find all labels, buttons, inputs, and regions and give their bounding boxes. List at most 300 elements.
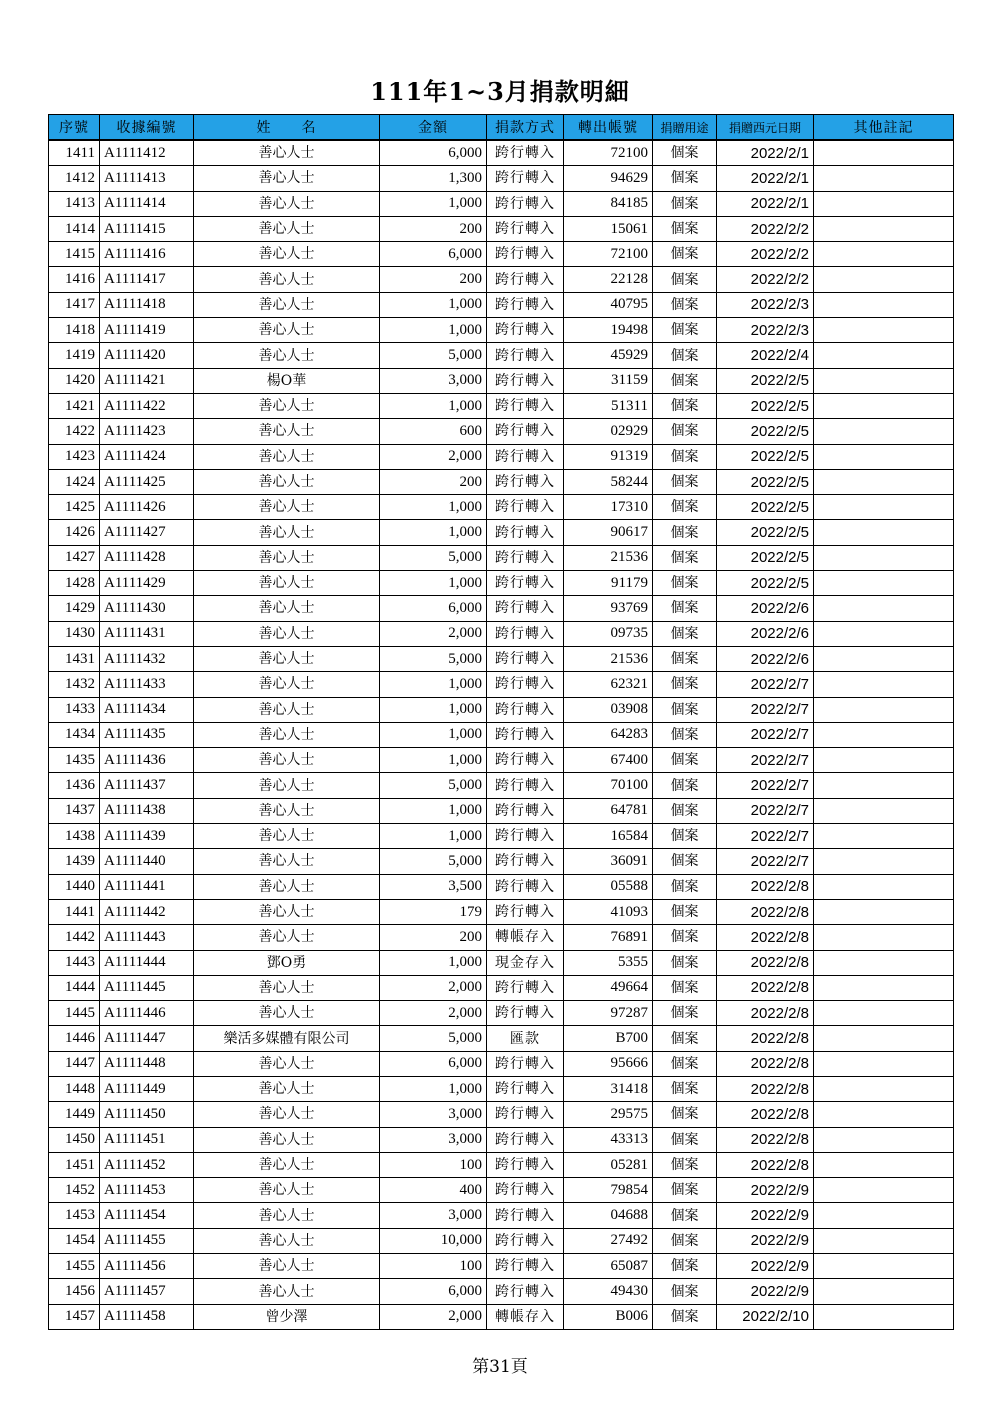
cell-amount: 200 xyxy=(380,925,487,950)
table-row xyxy=(49,1127,954,1152)
table-row xyxy=(49,950,954,975)
cell-notes xyxy=(814,899,954,924)
cell-receipt-no: A1111458 xyxy=(100,1304,194,1329)
cell-notes xyxy=(814,1304,954,1329)
table-row xyxy=(49,1228,954,1253)
cell-purpose: 個案 xyxy=(653,216,717,241)
cell-name: 善心人士 xyxy=(194,1203,380,1228)
table-row xyxy=(49,975,954,1000)
cell-amount: 1,000 xyxy=(380,672,487,697)
cell-receipt-no: A1111421 xyxy=(100,368,194,393)
table-row xyxy=(49,571,954,596)
cell-method: 現金存入 xyxy=(487,950,564,975)
cell-date: 2022/2/7 xyxy=(717,773,814,798)
cell-account: 76891 xyxy=(564,925,653,950)
cell-account: 5355 xyxy=(564,950,653,975)
cell-account: 05588 xyxy=(564,874,653,899)
cell-method: 跨行轉入 xyxy=(487,773,564,798)
cell-seq: 1432 xyxy=(49,672,100,697)
cell-receipt-no: A1111417 xyxy=(100,267,194,292)
cell-account: 51311 xyxy=(564,393,653,418)
cell-method: 跨行轉入 xyxy=(487,393,564,418)
cell-purpose: 個案 xyxy=(653,571,717,596)
cell-date: 2022/2/9 xyxy=(717,1279,814,1304)
cell-amount: 1,000 xyxy=(380,292,487,317)
cell-notes xyxy=(814,469,954,494)
cell-name: 善心人士 xyxy=(194,520,380,545)
cell-method: 跨行轉入 xyxy=(487,1001,564,1026)
table-row xyxy=(49,444,954,469)
cell-name: 善心人士 xyxy=(194,1254,380,1279)
cell-receipt-no: A1111420 xyxy=(100,343,194,368)
cell-name: 善心人士 xyxy=(194,292,380,317)
cell-amount: 1,000 xyxy=(380,1076,487,1101)
cell-purpose: 個案 xyxy=(653,343,717,368)
table-row xyxy=(49,1279,954,1304)
cell-receipt-no: A1111456 xyxy=(100,1254,194,1279)
table-row xyxy=(49,520,954,545)
cell-purpose: 個案 xyxy=(653,672,717,697)
cell-account: 02929 xyxy=(564,419,653,444)
cell-seq: 1454 xyxy=(49,1228,100,1253)
cell-name: 善心人士 xyxy=(194,419,380,444)
cell-name: 善心人士 xyxy=(194,646,380,671)
cell-notes xyxy=(814,292,954,317)
cell-account: 15061 xyxy=(564,216,653,241)
cell-date: 2022/2/5 xyxy=(717,393,814,418)
cell-account: 31418 xyxy=(564,1076,653,1101)
cell-seq: 1414 xyxy=(49,216,100,241)
cell-receipt-no: A1111457 xyxy=(100,1279,194,1304)
cell-notes xyxy=(814,1279,954,1304)
table-header-row xyxy=(49,115,954,141)
cell-amount: 179 xyxy=(380,899,487,924)
cell-purpose: 個案 xyxy=(653,596,717,621)
cell-name: 善心人士 xyxy=(194,1152,380,1177)
cell-method: 跨行轉入 xyxy=(487,545,564,570)
cell-method: 跨行轉入 xyxy=(487,874,564,899)
cell-receipt-no: A1111445 xyxy=(100,975,194,1000)
cell-date: 2022/2/7 xyxy=(717,722,814,747)
table-row xyxy=(49,1152,954,1177)
table-row xyxy=(49,672,954,697)
table-row xyxy=(49,1051,954,1076)
cell-receipt-no: A1111440 xyxy=(100,849,194,874)
table-row xyxy=(49,1203,954,1228)
cell-receipt-no: A1111414 xyxy=(100,191,194,216)
cell-receipt-no: A1111413 xyxy=(100,166,194,191)
cell-account: 21536 xyxy=(564,545,653,570)
cell-purpose: 個案 xyxy=(653,874,717,899)
cell-date: 2022/2/7 xyxy=(717,824,814,849)
cell-notes xyxy=(814,596,954,621)
cell-seq: 1416 xyxy=(49,267,100,292)
cell-account: 49664 xyxy=(564,975,653,1000)
table-row xyxy=(49,773,954,798)
cell-name: 善心人士 xyxy=(194,495,380,520)
cell-seq: 1424 xyxy=(49,469,100,494)
cell-notes xyxy=(814,419,954,444)
cell-purpose: 個案 xyxy=(653,495,717,520)
cell-name: 善心人士 xyxy=(194,697,380,722)
cell-seq: 1446 xyxy=(49,1026,100,1051)
cell-receipt-no: A1111429 xyxy=(100,571,194,596)
cell-name: 善心人士 xyxy=(194,267,380,292)
cell-date: 2022/2/8 xyxy=(717,1127,814,1152)
cell-amount: 2,000 xyxy=(380,621,487,646)
header-amount: 金額 xyxy=(380,115,487,141)
cell-name: 善心人士 xyxy=(194,824,380,849)
cell-name: 善心人士 xyxy=(194,621,380,646)
cell-method: 跨行轉入 xyxy=(487,242,564,267)
cell-account: 22128 xyxy=(564,267,653,292)
cell-amount: 200 xyxy=(380,267,487,292)
table-row xyxy=(49,1026,954,1051)
cell-amount: 2,000 xyxy=(380,1001,487,1026)
cell-notes xyxy=(814,697,954,722)
cell-amount: 2,000 xyxy=(380,975,487,1000)
cell-account: 93769 xyxy=(564,596,653,621)
cell-amount: 1,000 xyxy=(380,191,487,216)
cell-amount: 3,000 xyxy=(380,1102,487,1127)
cell-account: 97287 xyxy=(564,1001,653,1026)
cell-seq: 1442 xyxy=(49,925,100,950)
cell-date: 2022/2/2 xyxy=(717,267,814,292)
table-row xyxy=(49,646,954,671)
cell-seq: 1429 xyxy=(49,596,100,621)
cell-seq: 1449 xyxy=(49,1102,100,1127)
cell-account: 62321 xyxy=(564,672,653,697)
cell-account: 17310 xyxy=(564,495,653,520)
cell-account: 64283 xyxy=(564,722,653,747)
cell-name: 善心人士 xyxy=(194,1051,380,1076)
cell-name: 善心人士 xyxy=(194,925,380,950)
cell-notes xyxy=(814,950,954,975)
cell-account: 49430 xyxy=(564,1279,653,1304)
cell-method: 跨行轉入 xyxy=(487,722,564,747)
cell-method: 跨行轉入 xyxy=(487,1051,564,1076)
cell-receipt-no: A1111423 xyxy=(100,419,194,444)
cell-receipt-no: A1111455 xyxy=(100,1228,194,1253)
cell-amount: 5,000 xyxy=(380,545,487,570)
cell-notes xyxy=(814,925,954,950)
cell-notes xyxy=(814,545,954,570)
cell-name: 善心人士 xyxy=(194,242,380,267)
table-row xyxy=(49,343,954,368)
cell-account: 65087 xyxy=(564,1254,653,1279)
table-row xyxy=(49,1001,954,1026)
cell-account: 19498 xyxy=(564,318,653,343)
cell-notes xyxy=(814,242,954,267)
cell-purpose: 個案 xyxy=(653,393,717,418)
table-row xyxy=(49,874,954,899)
cell-notes xyxy=(814,571,954,596)
cell-notes xyxy=(814,1203,954,1228)
cell-date: 2022/2/5 xyxy=(717,469,814,494)
cell-name: 善心人士 xyxy=(194,1178,380,1203)
cell-amount: 6,000 xyxy=(380,1051,487,1076)
cell-name: 善心人士 xyxy=(194,849,380,874)
cell-notes xyxy=(814,166,954,191)
cell-purpose: 個案 xyxy=(653,1026,717,1051)
cell-notes xyxy=(814,1026,954,1051)
cell-method: 跨行轉入 xyxy=(487,899,564,924)
cell-notes xyxy=(814,191,954,216)
table-row xyxy=(49,1076,954,1101)
table-row xyxy=(49,697,954,722)
cell-account: 84185 xyxy=(564,191,653,216)
cell-seq: 1434 xyxy=(49,722,100,747)
cell-date: 2022/2/3 xyxy=(717,292,814,317)
cell-seq: 1425 xyxy=(49,495,100,520)
cell-name: 善心人士 xyxy=(194,545,380,570)
cell-date: 2022/2/6 xyxy=(717,596,814,621)
cell-receipt-no: A1111452 xyxy=(100,1152,194,1177)
cell-method: 跨行轉入 xyxy=(487,368,564,393)
cell-amount: 400 xyxy=(380,1178,487,1203)
cell-seq: 1453 xyxy=(49,1203,100,1228)
cell-account: 90617 xyxy=(564,520,653,545)
table-row xyxy=(49,1304,954,1329)
cell-amount: 200 xyxy=(380,216,487,241)
header-seq: 序號 xyxy=(49,115,100,141)
table-row xyxy=(49,242,954,267)
cell-purpose: 個案 xyxy=(653,975,717,1000)
cell-name: 善心人士 xyxy=(194,798,380,823)
cell-amount: 1,000 xyxy=(380,495,487,520)
cell-method: 跨行轉入 xyxy=(487,216,564,241)
cell-purpose: 個案 xyxy=(653,242,717,267)
cell-name: 善心人士 xyxy=(194,722,380,747)
cell-date: 2022/2/6 xyxy=(717,621,814,646)
cell-notes xyxy=(814,140,954,166)
table-row xyxy=(49,318,954,343)
cell-account: 72100 xyxy=(564,140,653,166)
cell-date: 2022/2/9 xyxy=(717,1178,814,1203)
cell-date: 2022/2/2 xyxy=(717,242,814,267)
cell-account: B006 xyxy=(564,1304,653,1329)
cell-name: 善心人士 xyxy=(194,596,380,621)
cell-account: 27492 xyxy=(564,1228,653,1253)
cell-date: 2022/2/5 xyxy=(717,520,814,545)
cell-method: 跨行轉入 xyxy=(487,1102,564,1127)
cell-date: 2022/2/1 xyxy=(717,166,814,191)
cell-date: 2022/2/7 xyxy=(717,697,814,722)
cell-receipt-no: A1111444 xyxy=(100,950,194,975)
cell-receipt-no: A1111439 xyxy=(100,824,194,849)
cell-seq: 1423 xyxy=(49,444,100,469)
cell-purpose: 個案 xyxy=(653,773,717,798)
cell-seq: 1436 xyxy=(49,773,100,798)
cell-seq: 1450 xyxy=(49,1127,100,1152)
cell-receipt-no: A1111438 xyxy=(100,798,194,823)
table-row xyxy=(49,925,954,950)
cell-receipt-no: A1111431 xyxy=(100,621,194,646)
cell-notes xyxy=(814,444,954,469)
cell-notes xyxy=(814,722,954,747)
cell-date: 2022/2/5 xyxy=(717,571,814,596)
cell-account: 41093 xyxy=(564,899,653,924)
cell-seq: 1411 xyxy=(49,140,100,166)
cell-name: 善心人士 xyxy=(194,1279,380,1304)
cell-date: 2022/2/8 xyxy=(717,899,814,924)
table-row xyxy=(49,798,954,823)
cell-account: 03908 xyxy=(564,697,653,722)
cell-purpose: 個案 xyxy=(653,1076,717,1101)
cell-notes xyxy=(814,1001,954,1026)
cell-amount: 200 xyxy=(380,469,487,494)
cell-seq: 1419 xyxy=(49,343,100,368)
cell-name: 善心人士 xyxy=(194,571,380,596)
cell-amount: 3,000 xyxy=(380,368,487,393)
cell-date: 2022/2/8 xyxy=(717,1001,814,1026)
cell-account: 45929 xyxy=(564,343,653,368)
cell-date: 2022/2/8 xyxy=(717,1076,814,1101)
cell-amount: 1,300 xyxy=(380,166,487,191)
cell-notes xyxy=(814,849,954,874)
cell-receipt-no: A1111428 xyxy=(100,545,194,570)
cell-receipt-no: A1111435 xyxy=(100,722,194,747)
table-row xyxy=(49,292,954,317)
header-purpose: 捐贈用途 xyxy=(653,115,717,141)
cell-receipt-no: A1111433 xyxy=(100,672,194,697)
cell-name: 善心人士 xyxy=(194,140,380,166)
cell-amount: 1,000 xyxy=(380,722,487,747)
table-row xyxy=(49,748,954,773)
cell-method: 跨行轉入 xyxy=(487,748,564,773)
cell-seq: 1437 xyxy=(49,798,100,823)
cell-name: 善心人士 xyxy=(194,166,380,191)
cell-notes xyxy=(814,1102,954,1127)
cell-date: 2022/2/8 xyxy=(717,1051,814,1076)
table-row xyxy=(49,495,954,520)
cell-method: 跨行轉入 xyxy=(487,697,564,722)
cell-receipt-no: A1111443 xyxy=(100,925,194,950)
cell-name: 鄧O勇 xyxy=(194,950,380,975)
cell-seq: 1455 xyxy=(49,1254,100,1279)
cell-account: 58244 xyxy=(564,469,653,494)
cell-purpose: 個案 xyxy=(653,368,717,393)
cell-account: 21536 xyxy=(564,646,653,671)
cell-amount: 3,000 xyxy=(380,1203,487,1228)
cell-amount: 3,500 xyxy=(380,874,487,899)
table-row xyxy=(49,1178,954,1203)
cell-account: 29575 xyxy=(564,1102,653,1127)
cell-notes xyxy=(814,621,954,646)
cell-account: 05281 xyxy=(564,1152,653,1177)
cell-name: 楊O華 xyxy=(194,368,380,393)
cell-amount: 5,000 xyxy=(380,773,487,798)
cell-amount: 100 xyxy=(380,1254,487,1279)
table-row xyxy=(49,722,954,747)
cell-seq: 1447 xyxy=(49,1051,100,1076)
cell-method: 跨行轉入 xyxy=(487,444,564,469)
cell-receipt-no: A1111425 xyxy=(100,469,194,494)
table-row xyxy=(49,216,954,241)
cell-notes xyxy=(814,1178,954,1203)
cell-amount: 10,000 xyxy=(380,1228,487,1253)
cell-seq: 1452 xyxy=(49,1178,100,1203)
cell-seq: 1440 xyxy=(49,874,100,899)
cell-date: 2022/2/5 xyxy=(717,368,814,393)
cell-amount: 1,000 xyxy=(380,318,487,343)
cell-name: 曾少澤 xyxy=(194,1304,380,1329)
cell-method: 跨行轉入 xyxy=(487,849,564,874)
cell-receipt-no: A1111442 xyxy=(100,899,194,924)
cell-account: 79854 xyxy=(564,1178,653,1203)
cell-amount: 1,000 xyxy=(380,393,487,418)
cell-method: 跨行轉入 xyxy=(487,1254,564,1279)
cell-purpose: 個案 xyxy=(653,1279,717,1304)
cell-amount: 6,000 xyxy=(380,1279,487,1304)
cell-method: 跨行轉入 xyxy=(487,571,564,596)
cell-method: 跨行轉入 xyxy=(487,191,564,216)
cell-purpose: 個案 xyxy=(653,1228,717,1253)
cell-receipt-no: A1111454 xyxy=(100,1203,194,1228)
table-row xyxy=(49,899,954,924)
table-row xyxy=(49,1254,954,1279)
cell-receipt-no: A1111446 xyxy=(100,1001,194,1026)
cell-seq: 1426 xyxy=(49,520,100,545)
cell-receipt-no: A1111416 xyxy=(100,242,194,267)
cell-purpose: 個案 xyxy=(653,748,717,773)
cell-name: 善心人士 xyxy=(194,899,380,924)
cell-notes xyxy=(814,368,954,393)
cell-purpose: 個案 xyxy=(653,191,717,216)
cell-name: 善心人士 xyxy=(194,343,380,368)
cell-notes xyxy=(814,748,954,773)
cell-method: 跨行轉入 xyxy=(487,140,564,166)
cell-account: 40795 xyxy=(564,292,653,317)
cell-amount: 1,000 xyxy=(380,950,487,975)
cell-purpose: 個案 xyxy=(653,292,717,317)
cell-amount: 1,000 xyxy=(380,798,487,823)
cell-name: 善心人士 xyxy=(194,444,380,469)
cell-seq: 1433 xyxy=(49,697,100,722)
cell-purpose: 個案 xyxy=(653,267,717,292)
cell-purpose: 個案 xyxy=(653,140,717,166)
cell-date: 2022/2/7 xyxy=(717,798,814,823)
cell-date: 2022/2/5 xyxy=(717,444,814,469)
cell-method: 跨行轉入 xyxy=(487,1152,564,1177)
header-account: 轉出帳號 xyxy=(564,115,653,141)
cell-purpose: 個案 xyxy=(653,697,717,722)
cell-method: 跨行轉入 xyxy=(487,596,564,621)
cell-seq: 1415 xyxy=(49,242,100,267)
cell-amount: 1,000 xyxy=(380,571,487,596)
table-row xyxy=(49,393,954,418)
cell-date: 2022/2/8 xyxy=(717,950,814,975)
cell-purpose: 個案 xyxy=(653,520,717,545)
cell-amount: 6,000 xyxy=(380,140,487,166)
cell-notes xyxy=(814,824,954,849)
cell-receipt-no: A1111412 xyxy=(100,140,194,166)
table-row xyxy=(49,267,954,292)
cell-name: 善心人士 xyxy=(194,1001,380,1026)
cell-date: 2022/2/9 xyxy=(717,1228,814,1253)
cell-notes xyxy=(814,495,954,520)
cell-seq: 1412 xyxy=(49,166,100,191)
cell-date: 2022/2/4 xyxy=(717,343,814,368)
cell-receipt-no: A1111434 xyxy=(100,697,194,722)
cell-seq: 1430 xyxy=(49,621,100,646)
cell-account: 91319 xyxy=(564,444,653,469)
cell-name: 善心人士 xyxy=(194,874,380,899)
cell-notes xyxy=(814,773,954,798)
cell-receipt-no: A1111437 xyxy=(100,773,194,798)
cell-amount: 1,000 xyxy=(380,520,487,545)
page-number: 第31頁 xyxy=(472,1357,528,1377)
